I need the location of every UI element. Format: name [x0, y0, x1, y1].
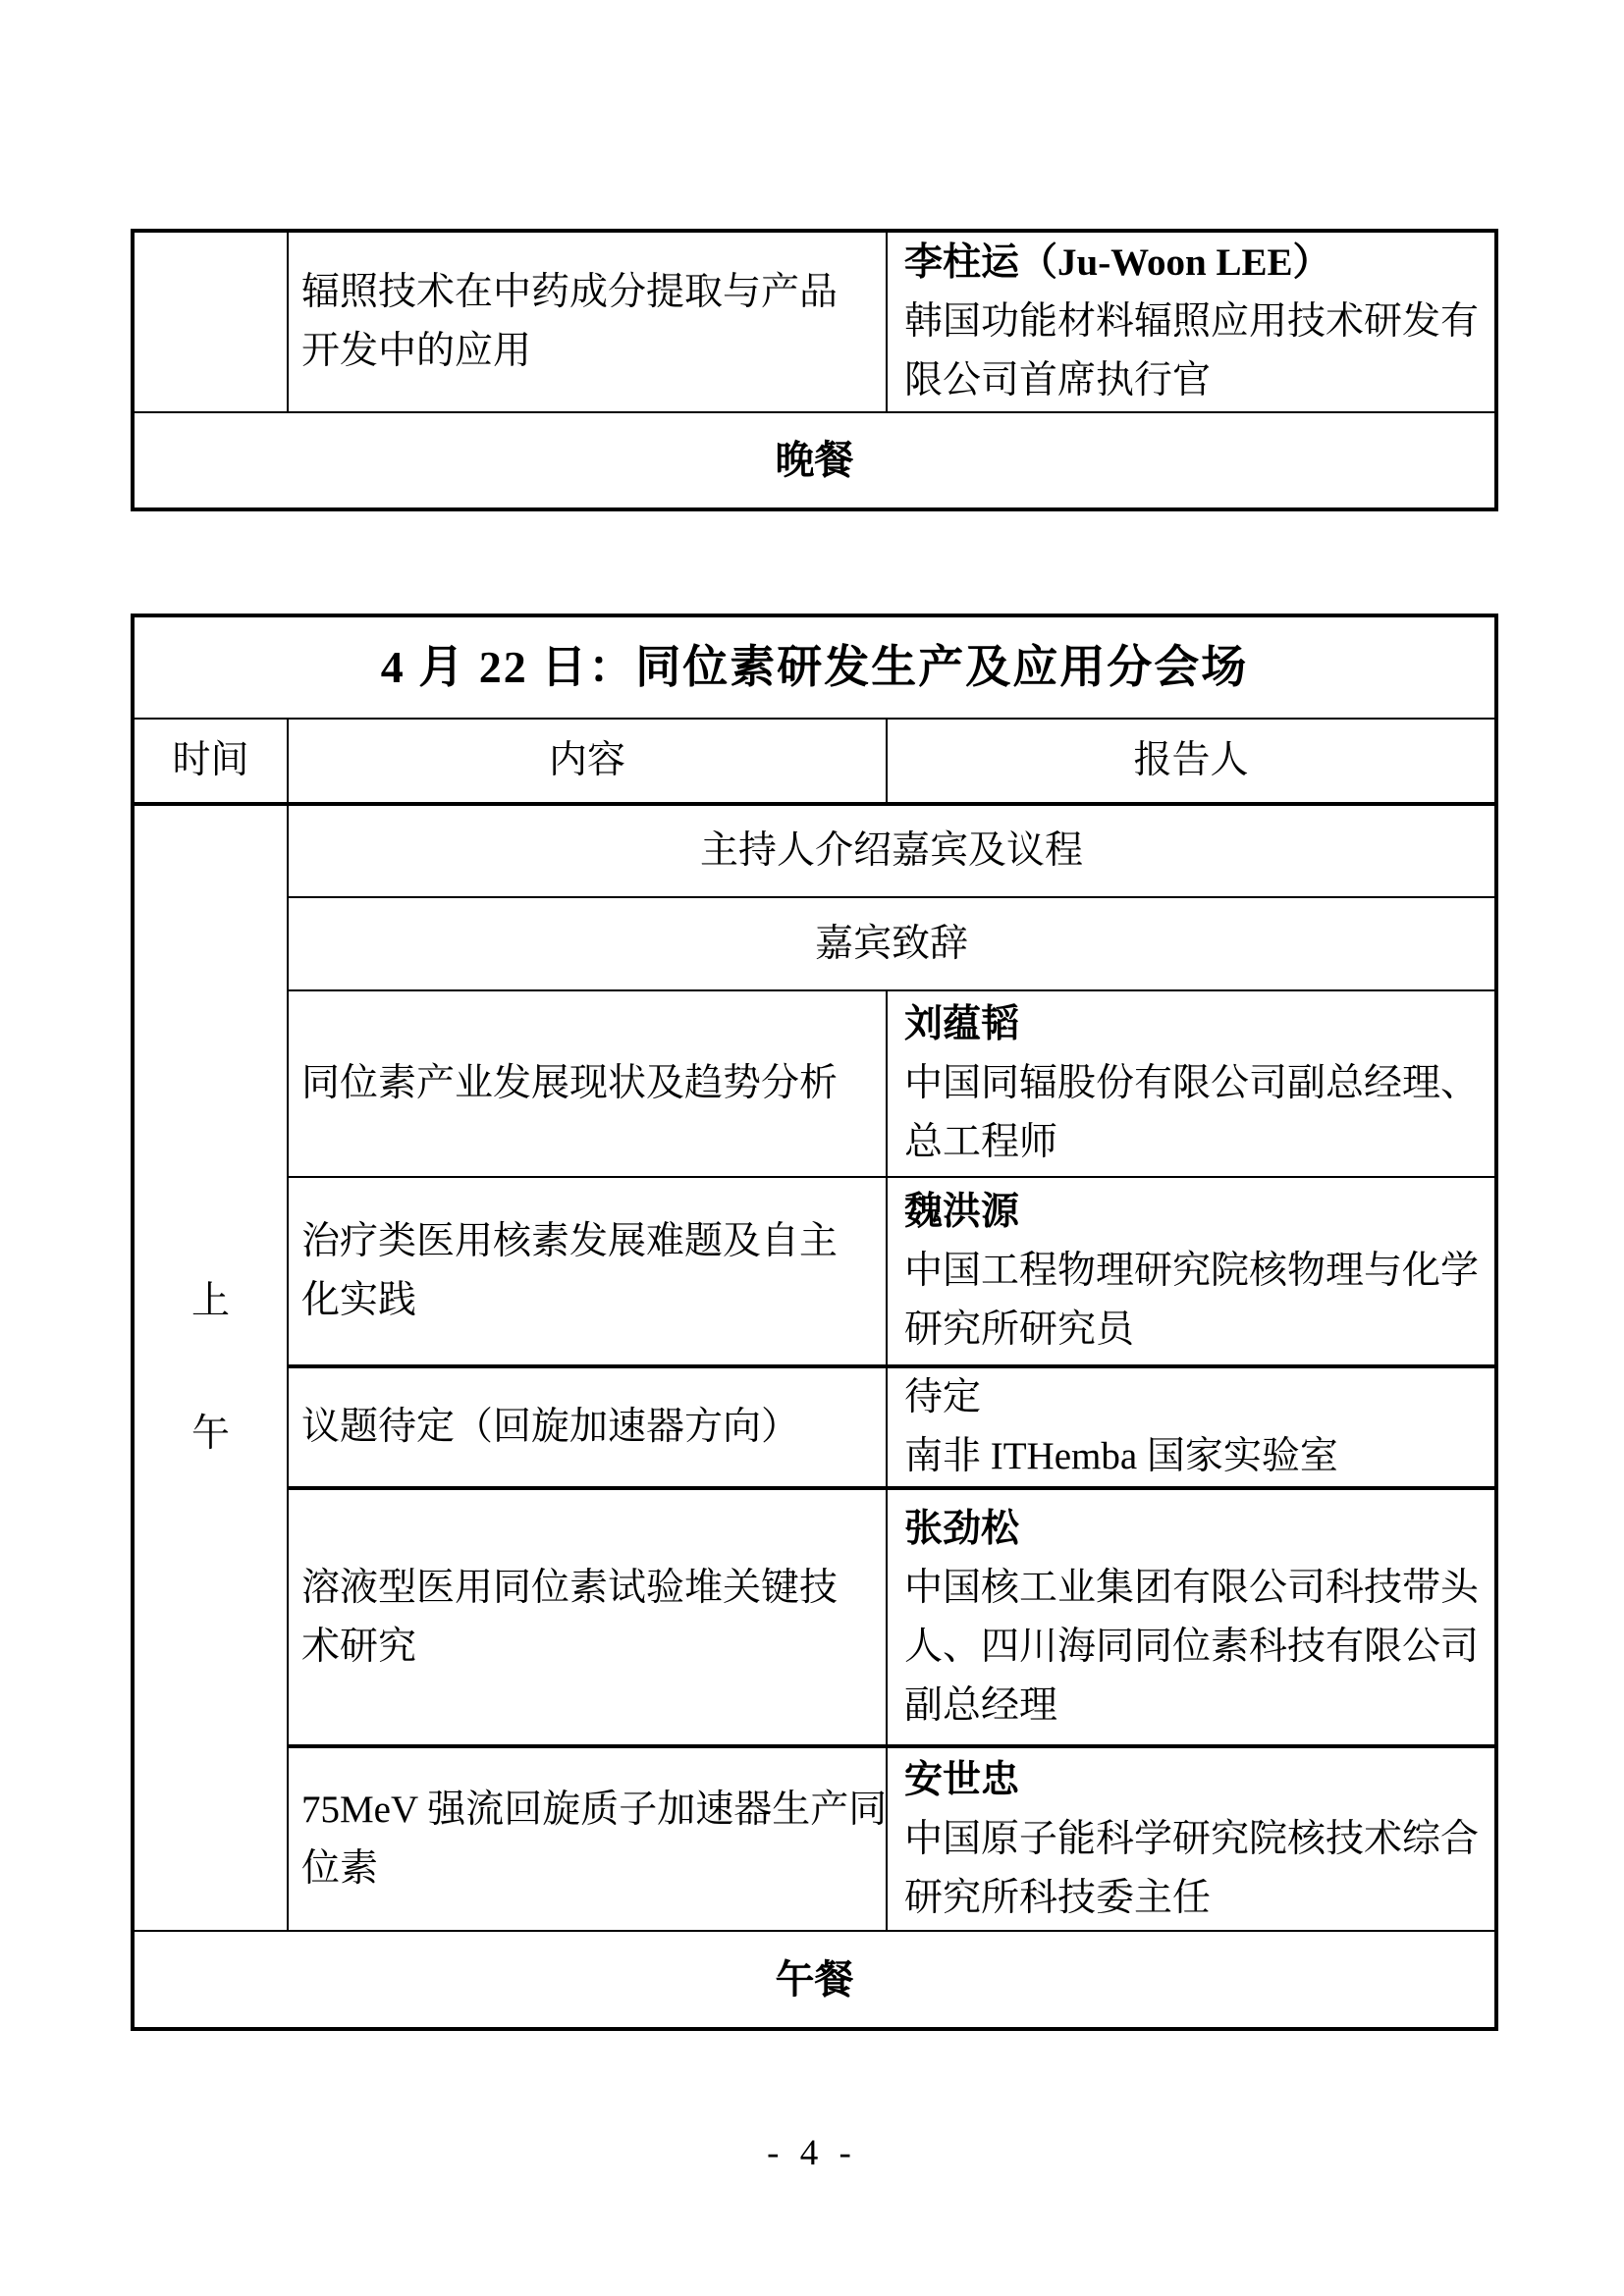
speaker-affiliation: [904, 1054, 1487, 1172]
text-line: 总工程师: [904, 1121, 1058, 1163]
text-line: 同位素产业发展现状及趋势分析: [301, 1062, 839, 1104]
text-line: 研究所科技委主任: [904, 1876, 1212, 1919]
time-char: 午: [190, 1413, 230, 1455]
text-line: 中国同辐股份有限公司副总经理、: [904, 1062, 1480, 1104]
table-row: [133, 804, 1496, 897]
session-topic: [288, 231, 887, 412]
column-header-content: 内容: [288, 719, 887, 804]
text-line: 研究所研究员: [904, 1308, 1135, 1351]
session-speaker: [887, 1177, 1496, 1366]
table-row: [133, 897, 1496, 990]
speaker-affiliation: [904, 1368, 1487, 1486]
time-cell-morning: [133, 804, 288, 1931]
table-row: [133, 1931, 1496, 2029]
column-header-time: 时间: [133, 719, 288, 804]
text-line: 待定: [904, 1376, 982, 1418]
table-row: [133, 615, 1496, 719]
speaker-name: 刘蕴韬: [904, 1003, 1020, 1045]
speaker-name: 张劲松: [904, 1507, 1020, 1550]
speaker-name: 安世忠: [904, 1758, 1020, 1801]
speaker-affiliation: [904, 1242, 1487, 1360]
table-row: [133, 231, 1496, 412]
merged-row-introduction: 主持人介绍嘉宾及议程: [288, 804, 1496, 897]
text-line: 辐照技术在中药成分提取与产品: [301, 271, 839, 313]
agenda-table-april22: [131, 614, 1498, 2031]
text-line: 术研究: [301, 1625, 417, 1668]
session-speaker: [887, 231, 1496, 412]
session-speaker: [887, 990, 1496, 1177]
text-line: 中国原子能科学研究院核技术综合: [904, 1817, 1480, 1860]
session-speaker: [887, 1366, 1496, 1488]
session-speaker: [887, 1488, 1496, 1746]
column-header-speaker: 报告人: [887, 719, 1496, 804]
text-line: 韩国功能材料辐照应用技术研发有: [904, 300, 1480, 343]
session-topic: [288, 1366, 887, 1488]
session-topic: [288, 990, 887, 1177]
merged-row-speech: 嘉宾致辞: [288, 897, 1496, 990]
text-line: 溶液型医用同位素试验堆关键技: [301, 1566, 839, 1609]
page-number: - 4 -: [767, 2133, 857, 2173]
time-cell-empty: [133, 231, 288, 412]
header-row: [133, 719, 1496, 804]
dinner-row: 晚餐: [133, 412, 1496, 509]
text-line: 75MeV 强流回旋质子加速器生产同: [301, 1788, 888, 1831]
table-row: [133, 1366, 1496, 1488]
text-line: 副总经理: [904, 1683, 1058, 1727]
session-topic: [288, 1177, 887, 1366]
table-row: [133, 1488, 1496, 1746]
speaker-name: 魏洪源: [904, 1191, 1020, 1233]
text-line: 治疗类医用核素发展难题及自主: [301, 1220, 839, 1262]
text-line: 中国工程物理研究院核物理与化学: [904, 1250, 1480, 1292]
table-row: [133, 990, 1496, 1177]
text-line: 南非 ITHemba 国家实验室: [904, 1435, 1338, 1477]
agenda-table-continued: [131, 229, 1498, 511]
text-line: 人、四川海同同位素科技有限公司: [904, 1625, 1480, 1668]
speaker-affiliation: [904, 293, 1487, 410]
speaker-name: 李柱运（Ju-Woon LEE）: [904, 241, 1331, 284]
text-line: 中国核工业集团有限公司科技带头: [904, 1566, 1480, 1609]
time-char: 上: [190, 1280, 230, 1322]
text-line: 化实践: [301, 1279, 417, 1321]
session-topic: [288, 1488, 887, 1746]
session-topic: [288, 1746, 887, 1931]
table-row: [133, 1746, 1496, 1931]
speaker-affiliation: [904, 1810, 1487, 1928]
table-title: 4 月 22 日：同位素研发生产及应用分会场: [133, 615, 1496, 719]
table-row: [133, 412, 1496, 509]
text-line: 开发中的应用: [301, 330, 532, 372]
text-line: 位素: [301, 1846, 379, 1890]
speaker-affiliation: [904, 1559, 1487, 1735]
lunch-row: 午餐: [133, 1931, 1496, 2029]
text-line: 限公司首席执行官: [904, 359, 1212, 401]
text-line: 议题待定（回旋加速器方向）: [301, 1406, 800, 1448]
session-speaker: [887, 1746, 1496, 1931]
table-row: [133, 1177, 1496, 1366]
